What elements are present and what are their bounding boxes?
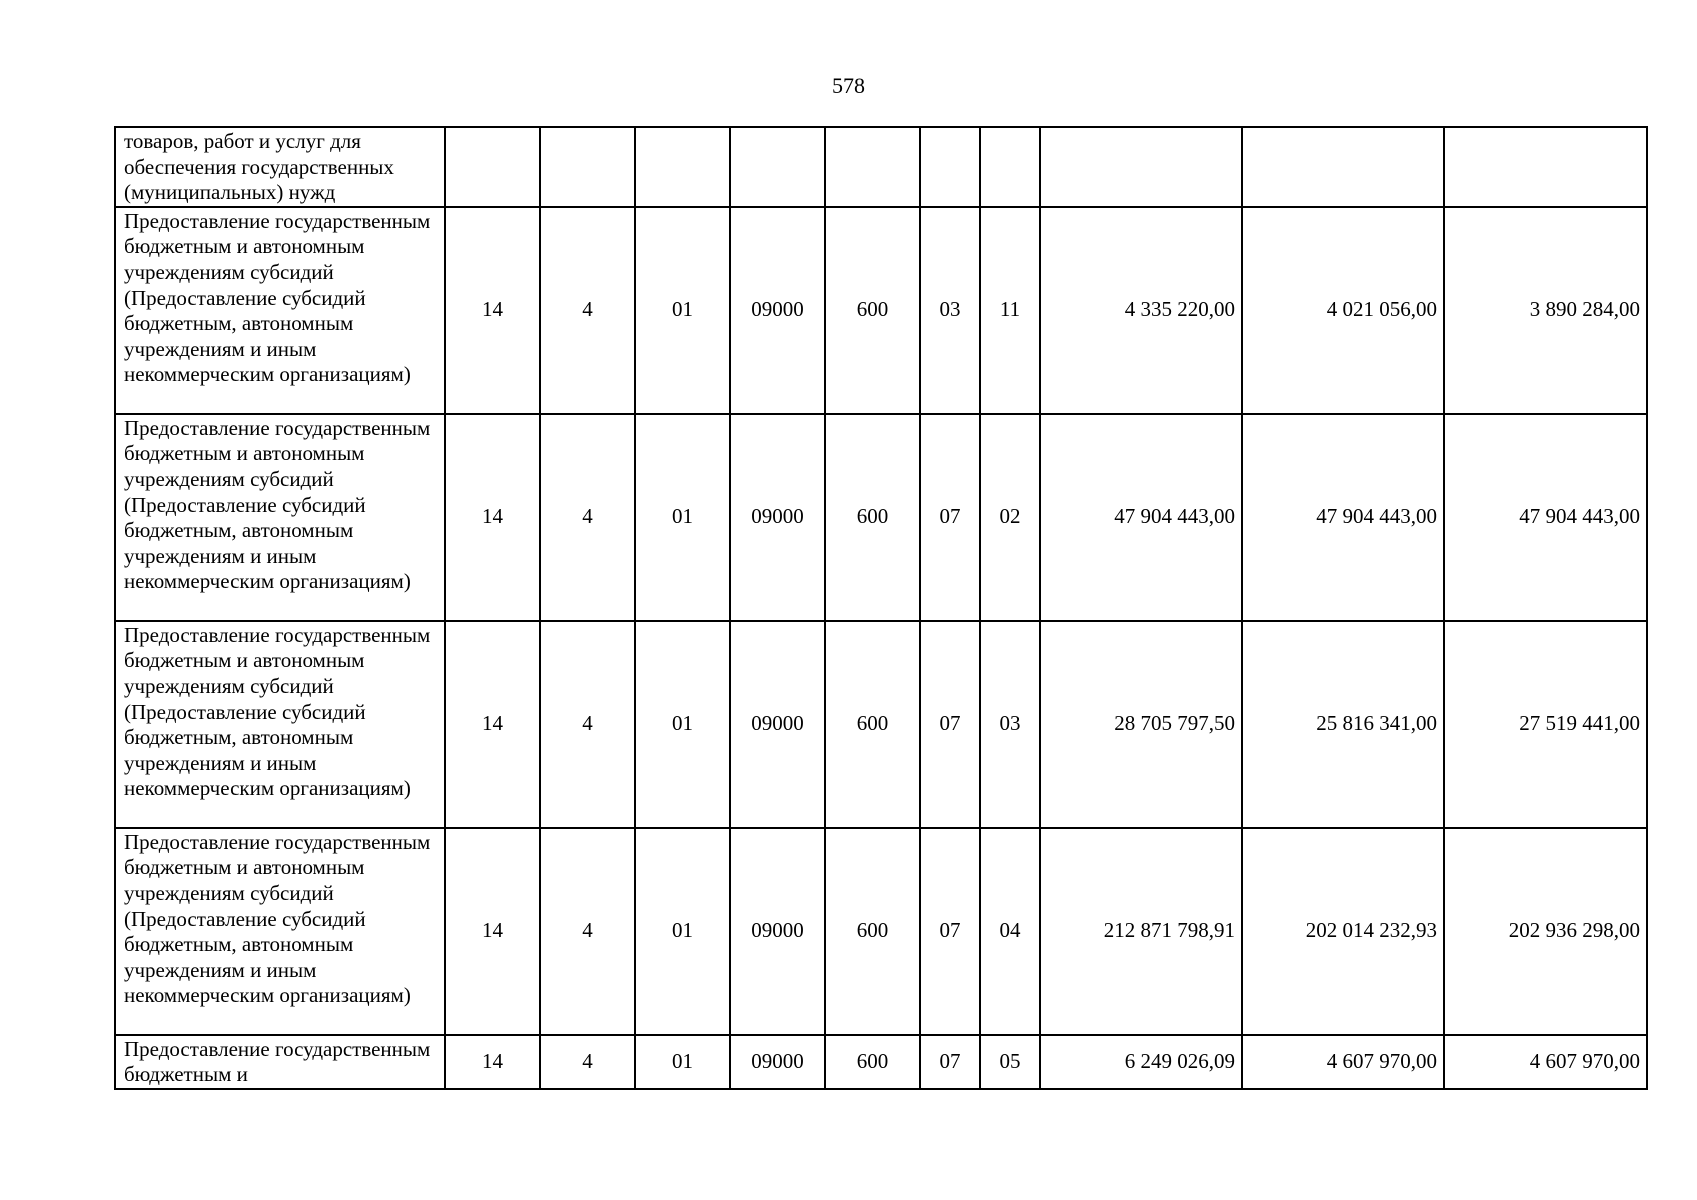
row-description: Предоставление государственным бюджетным и автономным учреждениям субсидий (Предоставление субсидий бюджетным, автономным учреждениям и иным некоммерческим организациям): [115, 414, 445, 621]
code-cell: 04: [980, 828, 1040, 1035]
code-cell: 09000: [730, 414, 825, 621]
code-cell: [730, 127, 825, 207]
code-cell: 07: [920, 621, 980, 828]
code-cell: [445, 127, 540, 207]
budget-table: [114, 126, 1648, 1090]
code-cell: 07: [920, 1035, 980, 1089]
code-cell: [635, 127, 730, 207]
amount-cell: 212 871 798,91: [1040, 828, 1242, 1035]
code-cell: 07: [920, 414, 980, 621]
code-cell: 4: [540, 828, 635, 1035]
amount-cell: 28 705 797,50: [1040, 621, 1242, 828]
code-cell: 4: [540, 207, 635, 414]
code-cell: 14: [445, 414, 540, 621]
code-cell: 09000: [730, 828, 825, 1035]
amount-cell: [1242, 127, 1444, 207]
amount-cell: 6 249 026,09: [1040, 1035, 1242, 1089]
table-row: [115, 621, 1647, 828]
code-cell: 03: [920, 207, 980, 414]
code-cell: 01: [635, 207, 730, 414]
code-cell: 09000: [730, 1035, 825, 1089]
code-cell: 11: [980, 207, 1040, 414]
row-description: Предоставление государственным бюджетным и автономным учреждениям субсидий (Предоставление субсидий бюджетным, автономным учреждениям и иным некоммерческим организациям): [115, 828, 445, 1035]
amount-cell: [1444, 127, 1647, 207]
row-description: Предоставление государственным бюджетным и автономным учреждениям субсидий (Предоставление субсидий бюджетным, автономным учреждениям и иным некоммерческим организациям): [115, 207, 445, 414]
table-row: [115, 414, 1647, 621]
row-description: товаров, работ и услуг для обеспечения государственных (муниципальных) нужд: [115, 127, 445, 207]
code-cell: 09000: [730, 207, 825, 414]
table-row: [115, 127, 1647, 207]
amount-cell: 4 021 056,00: [1242, 207, 1444, 414]
code-cell: [920, 127, 980, 207]
code-cell: [980, 127, 1040, 207]
code-cell: 4: [540, 621, 635, 828]
amount-cell: 4 335 220,00: [1040, 207, 1242, 414]
amount-cell: 27 519 441,00: [1444, 621, 1647, 828]
code-cell: [540, 127, 635, 207]
code-cell: 05: [980, 1035, 1040, 1089]
row-description: Предоставление государственным бюджетным и автономным учреждениям субсидий (Предоставление субсидий бюджетным, автономным учреждениям и иным некоммерческим организациям): [115, 621, 445, 828]
code-cell: 600: [825, 1035, 920, 1089]
amount-cell: [1040, 127, 1242, 207]
table-row: [115, 207, 1647, 414]
amount-cell: 47 904 443,00: [1242, 414, 1444, 621]
row-description: Предоставление государственным бюджетным и: [115, 1035, 445, 1089]
page-number: 578: [832, 73, 865, 98]
code-cell: 600: [825, 207, 920, 414]
amount-cell: 202 936 298,00: [1444, 828, 1647, 1035]
code-cell: 14: [445, 1035, 540, 1089]
table-row: [115, 1035, 1647, 1089]
code-cell: 01: [635, 828, 730, 1035]
code-cell: 14: [445, 828, 540, 1035]
code-cell: 14: [445, 621, 540, 828]
code-cell: 600: [825, 621, 920, 828]
amount-cell: 3 890 284,00: [1444, 207, 1647, 414]
code-cell: 09000: [730, 621, 825, 828]
code-cell: 600: [825, 414, 920, 621]
code-cell: 600: [825, 828, 920, 1035]
amount-cell: 4 607 970,00: [1444, 1035, 1647, 1089]
amount-cell: 4 607 970,00: [1242, 1035, 1444, 1089]
code-cell: 03: [980, 621, 1040, 828]
code-cell: 4: [540, 1035, 635, 1089]
code-cell: 14: [445, 207, 540, 414]
code-cell: 4: [540, 414, 635, 621]
amount-cell: 47 904 443,00: [1444, 414, 1647, 621]
amount-cell: 202 014 232,93: [1242, 828, 1444, 1035]
amount-cell: 47 904 443,00: [1040, 414, 1242, 621]
code-cell: 07: [920, 828, 980, 1035]
table-row: [115, 828, 1647, 1035]
code-cell: 01: [635, 414, 730, 621]
code-cell: [825, 127, 920, 207]
code-cell: 01: [635, 621, 730, 828]
amount-cell: 25 816 341,00: [1242, 621, 1444, 828]
code-cell: 01: [635, 1035, 730, 1089]
code-cell: 02: [980, 414, 1040, 621]
